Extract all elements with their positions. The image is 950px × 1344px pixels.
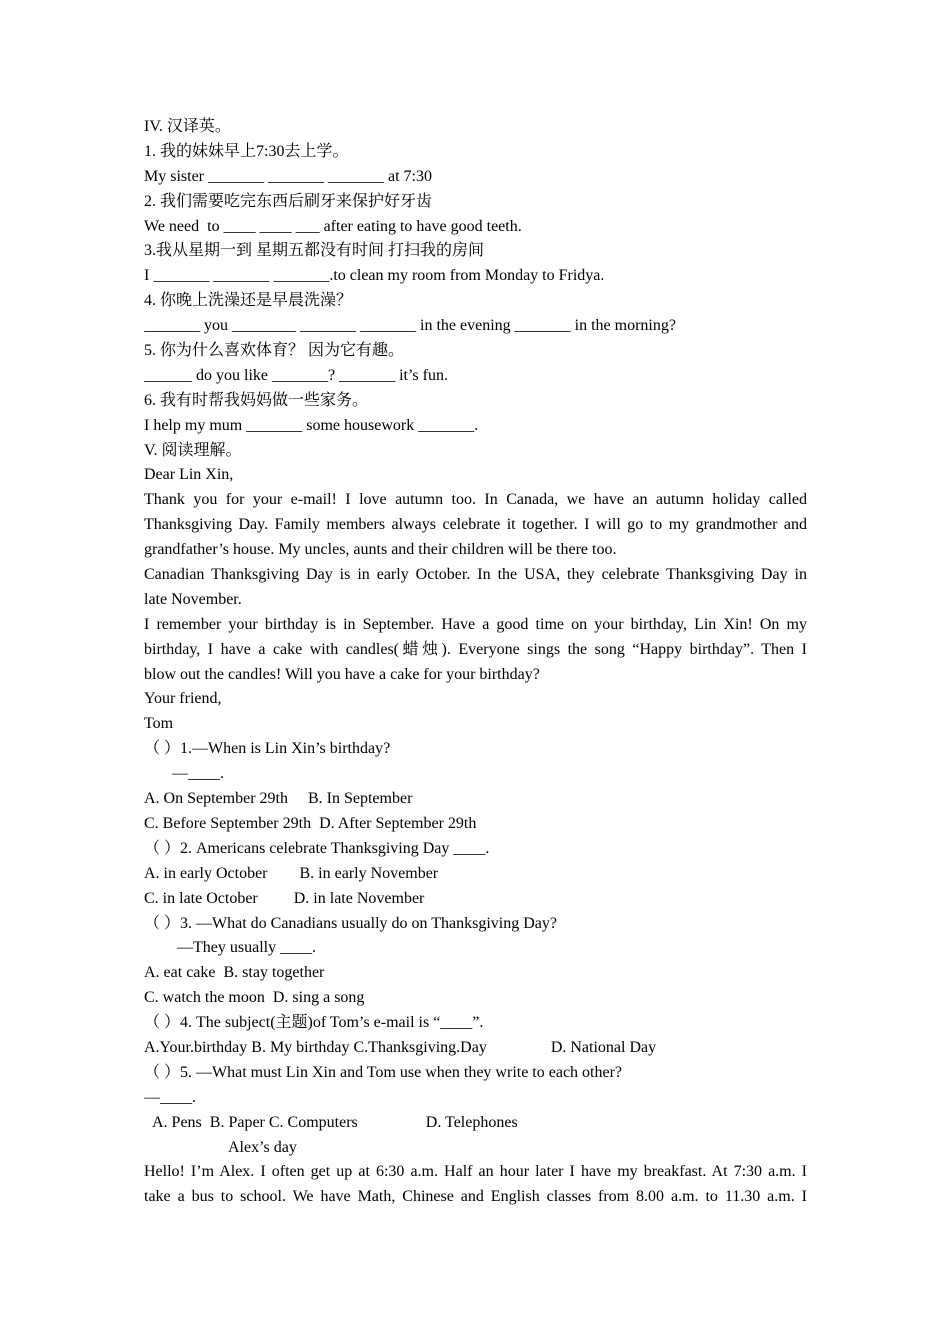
letter-closing: Your friend, bbox=[144, 690, 222, 708]
question-3-english: I _______ _______ _______.to clean my room from Monday to Fridya. bbox=[144, 267, 605, 285]
question-2-english: We need to ____ ____ ___ after eating to have good teeth. bbox=[144, 217, 522, 235]
section-heading-reading: V. 阅读理解。 bbox=[144, 441, 242, 459]
mc-question-1-answer-blank: —____. bbox=[172, 765, 224, 783]
question-1-english: My sister _______ _______ _______ at 7:30 bbox=[144, 167, 432, 185]
mc-question-5-options: A. Pens B. Paper C. Computers D. Telephones bbox=[152, 1113, 518, 1131]
mc-question-3-options-cd: C. watch the moon D. sing a song bbox=[144, 989, 365, 1007]
question-1-chinese: 1. 我的妹妹早上7:30去上学。 bbox=[144, 142, 349, 160]
mc-question-5-answer-blank: —____. bbox=[144, 1088, 196, 1106]
mc-question-2-options-ab: A. in early October B. in early November bbox=[144, 864, 439, 882]
mc-question-3-stem: （ ）3. —What do Canadians usually do on Thanksgiving Day? bbox=[144, 914, 557, 932]
letter-paragraph-2-line-2: late November. bbox=[144, 590, 242, 608]
passage-2-title: Alex’s day bbox=[228, 1138, 297, 1156]
mc-question-1-stem: （ ）1.—When is Lin Xin’s birthday? bbox=[144, 740, 391, 758]
passage-2-line-1: Hello! I’m Alex. I often get up at 6:30 a.m. Half an hour later I have my breakfast. At 7:30 a.m. I bbox=[144, 1163, 807, 1181]
question-6-chinese: 6. 我有时帮我妈妈做一些家务。 bbox=[144, 391, 369, 409]
question-6-english: I help my mum _______ some housework _______. bbox=[144, 416, 479, 434]
question-4-english: _______ you ________ _______ _______ in the evening _______ in the morning? bbox=[144, 317, 676, 335]
mc-question-5-stem: （ ）5. —What must Lin Xin and Tom use when they write to each other? bbox=[144, 1063, 623, 1081]
letter-signature: Tom bbox=[144, 715, 174, 733]
passage-2-line-2: take a bus to school. We have Math, Chinese and English classes from 8.00 a.m. to 11.30 a.m. I bbox=[144, 1188, 807, 1206]
mc-question-3-options-ab: A. eat cake B. stay together bbox=[144, 964, 325, 982]
question-5-chinese: 5. 你为什么喜欢体育？ 因为它有趣。 bbox=[144, 342, 405, 360]
letter-greeting: Dear Lin Xin, bbox=[144, 466, 234, 484]
question-4-chinese: 4. 你晚上洗澡还是早晨洗澡？ bbox=[144, 292, 353, 310]
letter-paragraph-3-line-2: birthday, I have a cake with candles(蜡烛). Everyone sings the song “Happy birthday”. Then I bbox=[144, 640, 807, 658]
letter-paragraph-1-line-2: Thanksgiving Day. Family members always celebrate it together. I will go to my grandmother and bbox=[144, 516, 807, 534]
mc-question-1-options-ab: A. On September 29th B. In September bbox=[144, 790, 413, 808]
question-3-chinese: 3.我从星期一到 星期五都没有时间 打扫我的房间 bbox=[144, 242, 485, 260]
document-page bbox=[144, 115, 807, 1210]
mc-question-1-options-cd: C. Before September 29th D. After September 29th bbox=[144, 814, 477, 832]
mc-question-4-stem: （ ）4. The subject(主题)of Tom’s e-mail is “____”. bbox=[144, 1014, 484, 1032]
letter-paragraph-3-line-3: blow out the candles! Will you have a cake for your birthday? bbox=[144, 665, 540, 683]
question-5-english: ______ do you like _______? _______ it’s fun. bbox=[144, 366, 448, 384]
letter-paragraph-1-line-3: grandfather’s house. My uncles, aunts and their children will be there too. bbox=[144, 541, 617, 559]
mc-question-2-options-cd: C. in late October D. in late November bbox=[144, 889, 425, 907]
mc-question-4-options: A.Your.birthday B. My birthday C.Thanksgiving.Day D. National Day bbox=[144, 1038, 657, 1056]
letter-paragraph-2-line-1: Canadian Thanksgiving Day is in early October. In the USA, they celebrate Thanksgiving Day in bbox=[144, 566, 807, 584]
mc-question-2-stem: （ ）2. Americans celebrate Thanksgiving Day ____. bbox=[144, 839, 490, 857]
section-heading-translation: IV. 汉译英。 bbox=[144, 118, 231, 135]
mc-question-3-answer-blank: —They usually ____. bbox=[177, 939, 317, 957]
letter-paragraph-1-line-1: Thank you for your e-mail! I love autumn too. In Canada, we have an autumn holiday called bbox=[144, 491, 807, 509]
question-2-chinese: 2. 我们需要吃完东西后刷牙来保护好牙齿 bbox=[144, 192, 433, 210]
letter-paragraph-3-line-1: I remember your birthday is in September. Have a good time on your birthday, Lin Xin! On my bbox=[144, 615, 807, 633]
